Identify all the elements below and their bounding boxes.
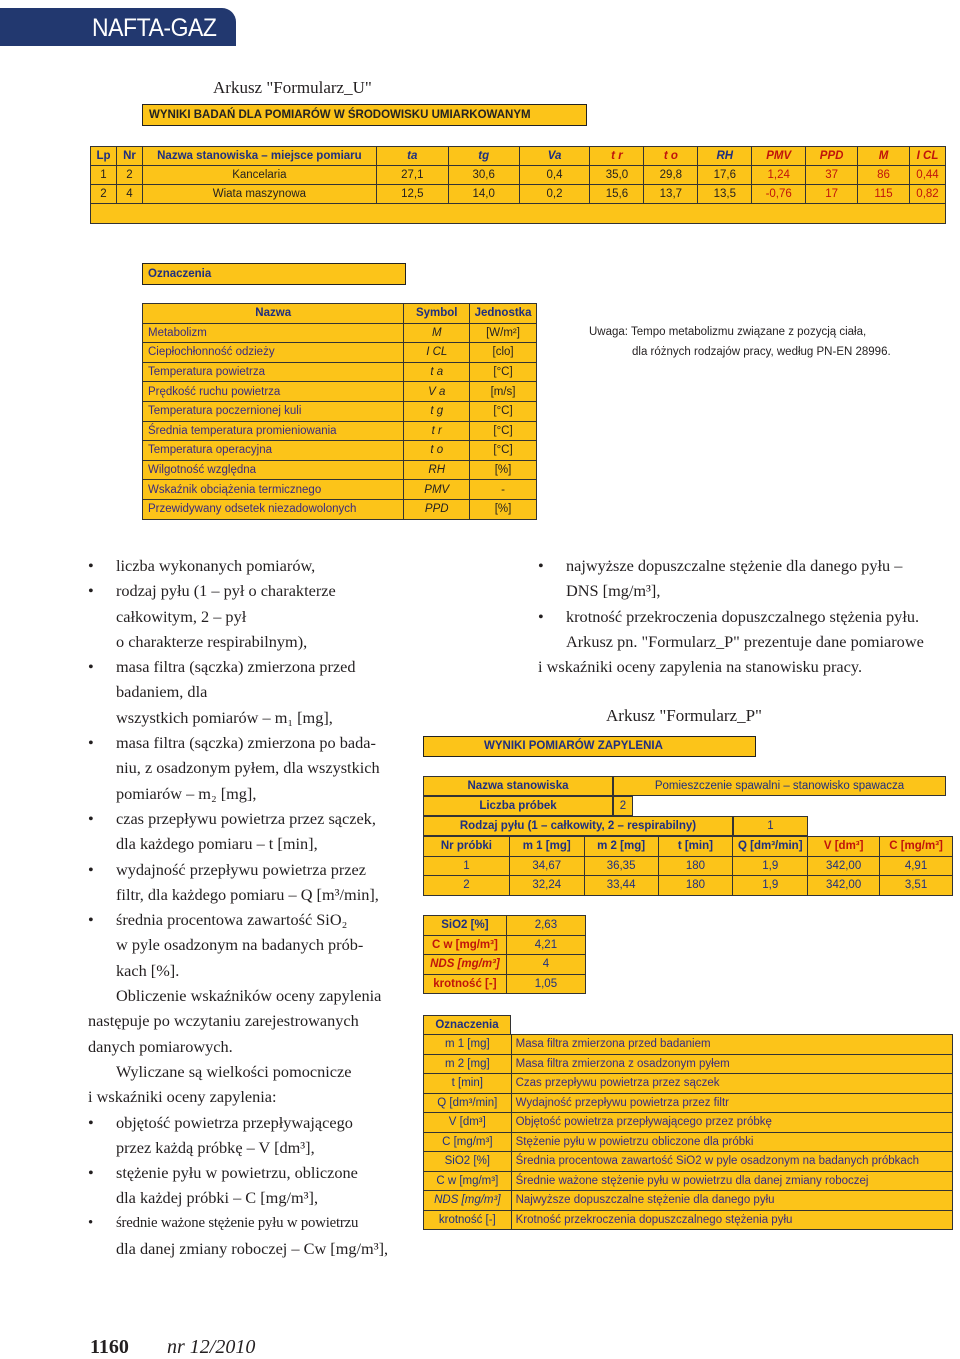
table-row: [424, 935, 586, 955]
cell: 115: [858, 185, 910, 204]
sheet-u-table: [90, 146, 946, 204]
cell: 17,6: [698, 166, 752, 185]
stanowisko-label: Nazwa stanowiska: [423, 776, 613, 796]
cell: Q [dm³/min]: [424, 1093, 512, 1113]
cell: 1,9: [733, 876, 808, 896]
col-va: Va: [519, 147, 590, 166]
sheet-u-title: Arkusz "Formularz_U": [213, 78, 372, 97]
cell: Temperatura powietrza: [143, 362, 404, 382]
text-line: pomiarów – m₂ [mg],: [116, 783, 257, 803]
cell: Przewidywany odsetek niezadowolonych: [143, 499, 404, 519]
cell: 15,6: [590, 185, 644, 204]
cell: Masa filtra zmierzona przed badaniem: [511, 1035, 952, 1055]
summary-value: 1,05: [506, 974, 585, 994]
cell: 36,35: [584, 856, 658, 876]
col-v: V [dm³]: [808, 837, 880, 857]
cell: 4,91: [880, 856, 953, 876]
bullet-line: • najwyższe dopuszczalne stężenie dla danego pyłu –: [538, 553, 958, 578]
text-line: i wskaźniki oceny zapylenia na stanowisku pracy.: [538, 657, 863, 677]
col-nazwa: Nazwa stanowiska – miejsce pomiaru: [142, 147, 376, 166]
cell: [°C]: [470, 421, 537, 441]
col-m: M: [858, 147, 910, 166]
cell: -: [470, 480, 537, 500]
sheet-u-banner: [142, 104, 587, 126]
cell: 1,9: [733, 856, 808, 876]
text-line: Obliczenie wskaźników oceny zapylenia: [116, 986, 382, 1006]
summary-label-sio2: SiO2 [%]: [424, 916, 507, 936]
text-line: przez każdą próbkę – V [dm³],: [116, 1137, 315, 1157]
col-ta: ta: [376, 147, 448, 166]
col-tr: t r: [590, 147, 644, 166]
table-row: [424, 876, 953, 896]
cell: t g: [404, 401, 470, 421]
table-row: [424, 916, 586, 936]
cell: 14,0: [448, 185, 519, 204]
cell: [W/m²]: [470, 323, 537, 343]
cell: m 2 [mg]: [424, 1054, 512, 1074]
liczba-probek-label: Liczba próbek: [423, 796, 613, 816]
cell: RH: [404, 460, 470, 480]
col-lp: Lp: [91, 147, 117, 166]
cell: 27,1: [376, 166, 448, 185]
metabolism-note-line1: Uwaga: Tempo metabolizmu związane z pozycją ciała,: [589, 326, 867, 338]
cell: Średnie ważone stężenie pyłu w powietrzu dla danej zmiany roboczej: [511, 1171, 952, 1191]
cell: 37: [806, 166, 858, 185]
cell: 2: [91, 185, 117, 204]
sheet-u-header-row: [91, 147, 946, 166]
table-row: [143, 362, 537, 382]
table-row: [143, 441, 537, 461]
cell: 29,8: [644, 166, 698, 185]
journal-header: [0, 8, 236, 46]
col-icl: I CL: [909, 147, 945, 166]
cell: V [dm³]: [424, 1113, 512, 1133]
cell: t r: [404, 421, 470, 441]
col-symbol: Symbol: [404, 304, 470, 324]
sheet-u-banner-text: WYNIKI BADAŃ DLA POMIARÓW W ŚRODOWISKU UMIARKOWANYM: [149, 109, 531, 121]
cell: 1,24: [752, 166, 806, 185]
table-row: [424, 856, 953, 876]
col-rh: RH: [698, 147, 752, 166]
col-to: t o: [644, 147, 698, 166]
col-ppd: PPD: [806, 147, 858, 166]
table-row: [424, 1093, 953, 1113]
cell: NDS [mg/m³]: [424, 1191, 512, 1211]
oznaczenia-2-title: Oznaczenia: [423, 1015, 511, 1035]
cell: [%]: [470, 460, 537, 480]
rodzaj-pylu-label: Rodzaj pyłu (1 – całkowity, 2 – respirabilny): [423, 816, 733, 836]
table-row: [424, 1191, 953, 1211]
cell: Najwyższe dopuszczalne stężenie dla danego pyłu: [511, 1191, 952, 1211]
cell: 1: [424, 856, 510, 876]
bullet-line: • czas przepływu powietrza przez sączek,: [88, 806, 406, 831]
cell: Temperatura operacyjna: [143, 441, 404, 461]
summary-label-krotnosc: krotność [-]: [424, 974, 507, 994]
bullet-line: • średnia procentowa zawartość SiO₂: [88, 907, 406, 932]
cell: 4: [116, 185, 142, 204]
cell: Wiata maszynowa: [142, 185, 376, 204]
text-line: i wskaźniki oceny zapylenia:: [88, 1087, 277, 1107]
cell: 33,44: [584, 876, 658, 896]
summary-label-nds: NDS [mg/m³]: [424, 955, 507, 975]
cell: PPD: [404, 499, 470, 519]
text-line: niu, z osadzonym pyłem, dla wszystkich: [116, 758, 380, 778]
cell: 17: [806, 185, 858, 204]
cell: 180: [658, 876, 733, 896]
sheet-p-banner: [423, 736, 756, 757]
cell: 1: [91, 166, 117, 185]
text-line: filtr, dla każdego pomiaru – Q [m³/min],: [116, 884, 379, 904]
oznaczenia-1-title: Oznaczenia: [148, 268, 212, 280]
sheet-p-title: Arkusz "Formularz_P": [606, 706, 762, 725]
cell: Ciepłochłonność odzieży: [143, 343, 404, 363]
cell: 13,5: [698, 185, 752, 204]
table-row: [424, 1113, 953, 1133]
metabolism-note-line2: dla różnych rodzajów pracy, według PN-EN 28996.: [632, 346, 891, 358]
table-row: [424, 1171, 953, 1191]
cell: 0,44: [909, 166, 945, 185]
cell: 86: [858, 166, 910, 185]
col-m2: m 2 [mg]: [584, 837, 658, 857]
text-line: następuje po wczytaniu zarejestrowanych: [88, 1011, 359, 1031]
bullet-line: • krotność przekroczenia dopuszczalnego stężenia pyłu.: [538, 604, 958, 629]
table-row: [424, 955, 586, 975]
oznaczenia-1-title-box: [142, 263, 406, 285]
liczba-probek-value: 2: [613, 796, 633, 816]
table-row: [143, 421, 537, 441]
cell: 3,51: [880, 876, 953, 896]
cell: 0,82: [909, 185, 945, 204]
cell: Kancelaria: [142, 166, 376, 185]
col-nr-probki: Nr próbki: [424, 837, 510, 857]
cell: 32,24: [509, 876, 584, 896]
summary-value: 4: [506, 955, 585, 975]
cell: 342,00: [808, 856, 880, 876]
oznaczenia-1-header-row: [143, 304, 537, 324]
cell: I CL: [404, 343, 470, 363]
cell: M: [404, 323, 470, 343]
journal-title: NAFTA-GAZ: [92, 14, 217, 42]
col-nr: Nr: [116, 147, 142, 166]
bullet-line: • wydajność przepływu powietrza przez: [88, 857, 406, 882]
cell: C [mg/m³]: [424, 1132, 512, 1152]
cell: Średnia procentowa zawartość SiO2 w pyle osadzonym na badanych próbkach: [511, 1152, 952, 1172]
table-row: [424, 1132, 953, 1152]
cell: 30,6: [448, 166, 519, 185]
sheet-p-banner-text: WYNIKI POMIARÓW ZAPYLENIA: [484, 740, 663, 752]
oznaczenia-1-table: [142, 303, 537, 520]
bullet-line: • średnie ważone stężenie pyłu w powietrzu: [88, 1211, 406, 1236]
table-row: [424, 1054, 953, 1074]
cell: Metabolizm: [143, 323, 404, 343]
cell: t [min]: [424, 1074, 512, 1094]
page-number: 1160: [90, 1336, 129, 1358]
cell: [°C]: [470, 401, 537, 421]
cell: Masa filtra zmierzona z osadzonym pyłem: [511, 1054, 952, 1074]
oznaczenia-2-table: [423, 1034, 953, 1230]
cell: Czas przepływu powietrza przez sączek: [511, 1074, 952, 1094]
cell: Objętość powietrza przepływającego przez próbkę: [511, 1113, 952, 1133]
text-line: dla danej zmiany roboczej – Cw [mg/m³],: [116, 1239, 389, 1259]
table-row: [143, 343, 537, 363]
cell: SiO2 [%]: [424, 1152, 512, 1172]
cell: 0,4: [519, 166, 590, 185]
cell: [°C]: [470, 362, 537, 382]
cell: 342,00: [808, 876, 880, 896]
table-row: [143, 401, 537, 421]
text-line: dla każdego pomiaru – t [min],: [116, 834, 318, 854]
cell: 34,67: [509, 856, 584, 876]
summary-label-cw: C w [mg/m³]: [424, 935, 507, 955]
text-line: wszystkich pomiarów – m₁ [mg],: [116, 707, 333, 727]
cell: [%]: [470, 499, 537, 519]
sheet-p-summary-table: [423, 915, 586, 994]
cell: 2: [424, 876, 510, 896]
cell: [°C]: [470, 441, 537, 461]
table-row: [424, 1035, 953, 1055]
cell: Temperatura poczernionej kuli: [143, 401, 404, 421]
cell: 13,7: [644, 185, 698, 204]
text-line: Wyliczane są wielkości pomocnicze: [116, 1061, 352, 1081]
cell: t a: [404, 362, 470, 382]
col-tg: tg: [448, 147, 519, 166]
table-row: [143, 480, 537, 500]
bullet-line: • objętość powietrza przepływającego: [88, 1110, 406, 1135]
cell: V a: [404, 382, 470, 402]
cell: t o: [404, 441, 470, 461]
cell: 2: [116, 166, 142, 185]
cell: Wydajność przepływu powietrza przez filtr: [511, 1093, 952, 1113]
cell: Średnia temperatura promieniowania: [143, 421, 404, 441]
cell: [clo]: [470, 343, 537, 363]
cell: krotność [-]: [424, 1210, 512, 1230]
col-pmv: PMV: [752, 147, 806, 166]
cell: Stężenie pyłu w powietrzu obliczone dla próbki: [511, 1132, 952, 1152]
sheet-p-table: [423, 836, 953, 896]
bullet-line: • masa filtra (sączka) zmierzona przed badaniem, dla: [88, 654, 406, 705]
table-row: [91, 185, 946, 204]
summary-value: 4,21: [506, 935, 585, 955]
col-m1: m 1 [mg]: [509, 837, 584, 857]
cell: 0,2: [519, 185, 590, 204]
table-row: [143, 382, 537, 402]
cell: PMV: [404, 480, 470, 500]
cell: 35,0: [590, 166, 644, 185]
table-row: [143, 460, 537, 480]
cell: Wskaźnik obciążenia termicznego: [143, 480, 404, 500]
cell: Wilgotność względna: [143, 460, 404, 480]
col-jednostka: Jednostka: [470, 304, 537, 324]
stanowisko-value: Pomieszczenie spawalni – stanowisko spawacza: [613, 776, 946, 796]
bullet-line: • liczba wykonanych pomiarów,: [88, 553, 406, 578]
summary-value: 2,63: [506, 916, 585, 936]
text-line: o charakterze respirabilnym),: [116, 631, 308, 651]
text-line: kach [%].: [116, 960, 180, 980]
sheet-p-header-row: [424, 837, 953, 857]
col-nazwa: Nazwa: [143, 304, 404, 324]
table-row: [143, 499, 537, 519]
col-q: Q [dm³/min]: [733, 837, 808, 857]
cell: -0,76: [752, 185, 806, 204]
text-line: danych pomiarowych.: [88, 1036, 233, 1056]
cell: C w [mg/m³]: [424, 1171, 512, 1191]
table-row: [424, 1210, 953, 1230]
right-text-column: [538, 553, 958, 679]
issue-number: nr 12/2010: [167, 1336, 256, 1358]
table-row: [143, 323, 537, 343]
table-row: [424, 974, 586, 994]
text-line: dla każdej próbki – C [mg/m³],: [116, 1188, 319, 1208]
cell: Krotność przekroczenia dopuszczalnego stężenia pyłu: [511, 1210, 952, 1230]
cell: m 1 [mg]: [424, 1035, 512, 1055]
rodzaj-pylu-value: 1: [733, 816, 808, 836]
cell: Prędkość ruchu powietrza: [143, 382, 404, 402]
col-t: t [min]: [658, 837, 733, 857]
table-row: [424, 1074, 953, 1094]
bullet-line: • masa filtra (sączka) zmierzona po bada-: [88, 730, 406, 755]
text-line: DNS [mg/m³],: [566, 581, 661, 601]
text-line: Arkusz pn. "Formularz_P" prezentuje dane pomiarowe: [566, 631, 924, 651]
cell: [m/s]: [470, 382, 537, 402]
bullet-line: • rodzaj pyłu (1 – pył o charakterze całkowitym, 2 – pył: [88, 578, 406, 629]
left-text-column: [88, 553, 406, 1261]
cell: 12,5: [376, 185, 448, 204]
sheet-u-table-frame: [90, 146, 946, 224]
table-row: [91, 166, 946, 185]
table-row: [424, 1152, 953, 1172]
bullet-line: • stężenie pyłu w powietrzu, obliczone: [88, 1160, 406, 1185]
text-line: w pyle osadzonym na badanych prób-: [116, 935, 364, 955]
col-c: C [mg/m³]: [880, 837, 953, 857]
cell: 180: [658, 856, 733, 876]
